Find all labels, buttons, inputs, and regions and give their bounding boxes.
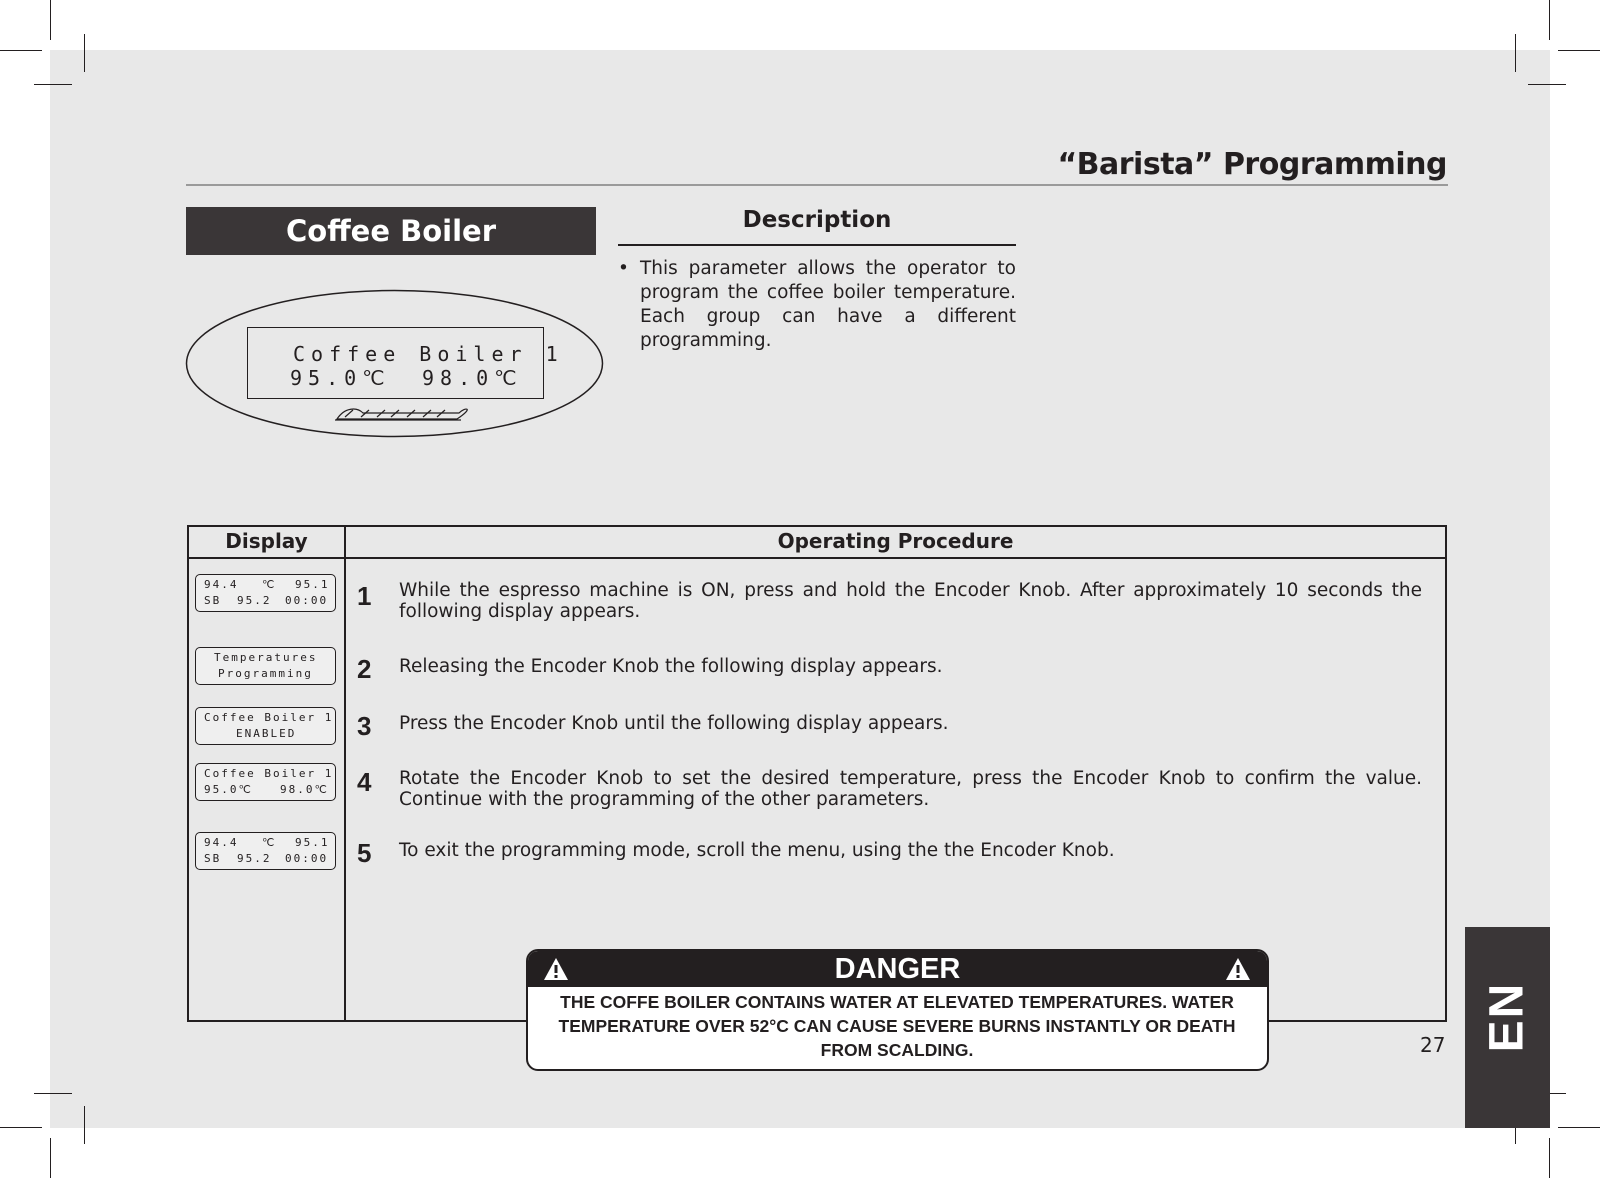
lcd-thumbnail: Temperatures Programming: [195, 647, 336, 685]
lcd-display-preview: [247, 327, 564, 399]
lcd-thumbnail: 94.4 ℃ 95.1 SB 95.2 00:00: [195, 574, 336, 612]
step-number: 2: [357, 654, 372, 684]
description-title: Description: [742, 207, 892, 233]
danger-header: [528, 951, 1267, 987]
step-number: 4: [357, 767, 372, 797]
description-text: This parameter allows the operator to program the coffee boiler temperature. Each group can have a different programming.: [640, 258, 1016, 351]
language-tab: [1465, 927, 1550, 1128]
step-text: To exit the programming mode, scroll the menu, using the the Encoder Knob.: [399, 840, 1115, 861]
column-header-display: Display: [225, 529, 308, 553]
warning-triangle-icon: [542, 956, 570, 982]
page-title: “Barista” Programming: [1057, 147, 1447, 182]
step-text: Press the Encoder Knob until the following display appears.: [399, 713, 949, 734]
lcd-thumbnail: Coffee Boiler 1 95.0℃ 98.0℃: [195, 763, 336, 801]
section-title: Coffee Boiler: [186, 207, 596, 255]
bullet-icon: •: [618, 258, 629, 279]
step-number: 1: [357, 581, 372, 611]
column-header-procedure: Operating Procedure: [777, 529, 1014, 553]
step-number: 3: [357, 711, 372, 741]
lcd-line-1: Coffee Boiler 1: [293, 342, 564, 366]
lcd-thumbnail: Coffee Boiler 1 ENABLED: [195, 707, 336, 745]
warning-triangle-icon: [1224, 956, 1252, 982]
step-text: Rotate the Encoder Knob to set the desired temperature, press the Encoder Knob to confirm the value. Continue with the programming of the other parameters.: [399, 768, 1422, 810]
danger-title: DANGER: [834, 953, 961, 985]
step-number: 5: [357, 838, 372, 868]
header-divider: [186, 184, 1448, 186]
description-body: [618, 257, 1016, 353]
lcd-line-2-right: 98.0℃: [422, 366, 523, 390]
page-number: 27: [1420, 1033, 1446, 1057]
danger-text: THE COFFE BOILER CONTAINS WATER AT ELEVATED TEMPERATURES. WATER TEMPERATURE OVER 52°C CAN CAUSE SEVERE BURNS INSTANTLY OR DEATH FROM SCALDING.: [558, 992, 1236, 1060]
lcd-thumbnail: 94.4 ℃ 95.1 SB 95.2 00:00: [195, 832, 336, 870]
step-text: Releasing the Encoder Knob the following display appears.: [399, 656, 943, 677]
procedure-table: [187, 525, 1447, 1022]
language-label: EN: [1480, 981, 1534, 1053]
strada-logo-icon: [335, 409, 467, 420]
danger-warning-box: [526, 949, 1269, 1071]
step-text: While the espresso machine is ON, press and hold the Encoder Knob. After approximately 10 seconds the following display appears.: [399, 580, 1422, 622]
description-divider: [618, 244, 1016, 246]
lcd-line-2-left: 95.0℃: [290, 366, 391, 390]
